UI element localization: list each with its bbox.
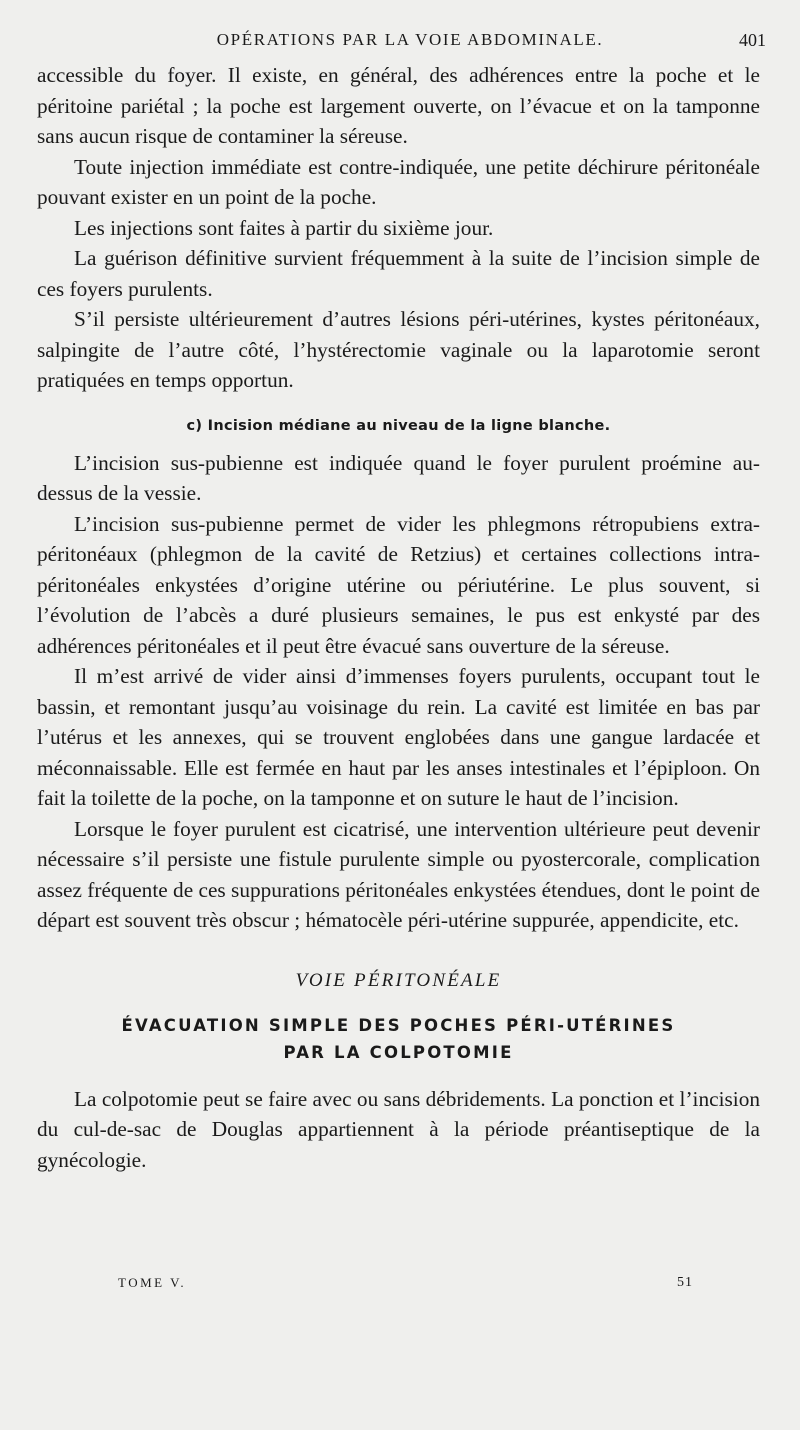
paragraph: S’il persiste ultérieurement d’autres lésions péri-utérines, kystes péritonéaux, salpingite de l’autre côté, l’hystérectomie vaginale ou la laparotomie seront pratiquées en temps opportun. (37, 307, 760, 392)
paragraph: La guérison définitive survient fréquemment à la suite de l’incision simple de ces foyers purulents. (37, 246, 760, 301)
paragraph: L’incision sus-pubienne est indiquée quand le foyer purulent proémine au-dessus de la vessie. (37, 450, 760, 505)
paragraph: L’incision sus-pubienne permet de vider les phlegmons rétropubiens extra-péritonéaux (phlegmon de la cavité de Retzius) et certaines collections intra-péritonéales enkystées d’origine utérine ou périutérine. Le plus souvent, si l’évolution de l’abcès a duré plusieurs semaines, le pus est enkysté par des adhérences péritonéales et il peut être évacué sans ouverture de la séreuse. (37, 511, 760, 658)
section-title: VOIE PÉRITONÉALE (295, 969, 502, 991)
paragraph: Il m’est arrivé de vider ainsi d’immenses foyers purulents, occupant tout le bassin, et remontant jusqu’au voisinage du rein. La cavité est limitée en bas par l’utérus et les annexes, qui se trouvent englobées dans une gangue lardacée et méconnaissable. Elle est fermée en haut par les anses intestinales et l’épiploon. On fait la toilette de la poche, on la tamponne et on suture le haut de l’incision. (37, 664, 760, 810)
section-heading-line: ÉVACUATION SIMPLE DES POCHES PÉRI-UTÉRINES (121, 1015, 676, 1035)
page-footer (118, 1275, 693, 1299)
paragraph: Les injections sont faites à partir du sixième jour. (74, 215, 494, 240)
paragraph: Lorsque le foyer purulent est cicatrisé, une intervention ultérieure peut devenir nécessaire s’il persiste une fistule purulente simple ou pyostercorale, complication assez fréquente de ces suppurations péritonéales enkystées étendues, dont le point de départ est souvent très obscur ; hématocèle péri-utérine suppurée, appendicite, etc. (37, 816, 760, 932)
section-heading (37, 1012, 760, 1066)
page-header (30, 30, 770, 56)
paragraph: La colpotomie peut se faire avec ou sans débridements. La ponction et l’incision du cul-de-sac de Douglas appartiennent à la période préantiseptique de la gynécologie. (37, 1086, 760, 1172)
section-heading-line: PAR LA COLPOTOMIE (283, 1042, 514, 1062)
page-number: 401 (739, 30, 766, 50)
signature-mark: 51 (677, 1275, 693, 1290)
subheading: c) Incision médiane au niveau de la ligne blanche. (186, 417, 611, 434)
running-title: OPÉRATIONS PAR LA VOIE ABDOMINALE. (216, 30, 604, 49)
paragraph: Toute injection immédiate est contre-indiquée, une petite déchirure péritonéale pouvant exister en un point de la poche. (37, 154, 760, 209)
body-text (37, 60, 760, 1175)
paragraph: accessible du foyer. Il existe, en général, des adhérences entre la poche et le péritoine pariétal ; la poche est largement ouverte, on l’évacue et on la tamponne sans aucun risque de contaminer la séreuse. (37, 63, 760, 148)
volume-label: TOME V. (118, 1275, 187, 1290)
